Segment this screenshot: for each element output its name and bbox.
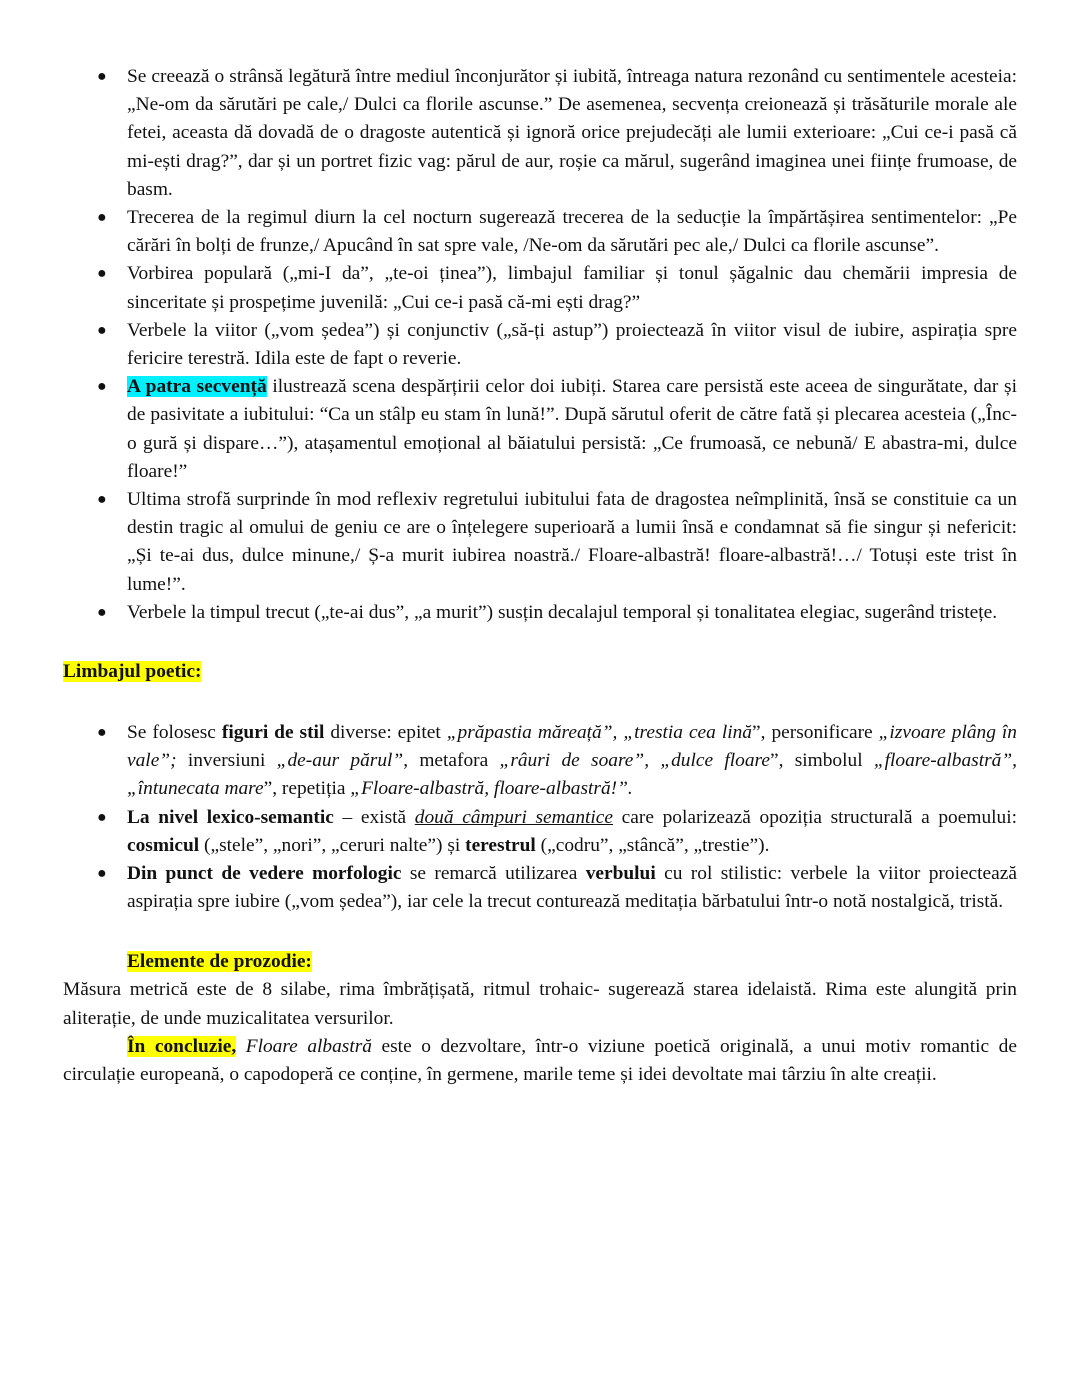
list-item: ● A patra secvență ilustrează scena despărțirii celor doi iubiți. Starea care persistă este aceea de singurătate, dar și de pasivitate a iubitului: “Ca un stâlp eu stam în lună!”. După sărutul oferit de către fată și plecarea acesteia („Înc-o gură și dispare…”), atașamentul emoțional al băiatului persistă: „Ce frumoasă, ce nebună/ E abastra-mi, dulce floare!” — [63, 373, 1017, 486]
bullet-icon: ● — [97, 68, 107, 85]
list-item: ● Ultima strofă surprinde în mod reflexiv regretului iubitului fata de dragostea neîmplinită, însă se constituie ca un destin tragic al omului de geniu ce are o înțelegere superioară a lumii însă e condamnat să fie singur și nefericit: „Și te-ai dus, dulce minune,/ Ș-a murit iubirea noastră./ Floare-albastră! floare-albastră!…/ Totuși este trist în lume!”. — [63, 486, 1017, 599]
section-heading-limbajul: Limbajul poetic: — [63, 661, 202, 683]
prozodie-paragraph: Măsura metrică este de 8 silabe, rima îmbrățișată, ritmul trohaic- sugerează starea idelaistă. Rima este alungită prin aliterație, de unde muzicalitatea versurilor. — [63, 979, 1017, 1029]
list-item: ● Din punct de vedere morfologic se remarcă utilizarea verbului cu rol stilistic: verbele la viitor proiectează aspirația spre iubire („vom ședea”), iar cele la trecut conturează meditația bărbatului într-o notă nostalgică, tristă. — [63, 860, 1017, 916]
bullet-icon: ● — [97, 378, 107, 396]
bullet-icon: ● — [97, 321, 107, 339]
bullet-icon: ● — [97, 603, 107, 621]
highlighted-term: A patra secvență — [127, 376, 267, 398]
list-item: ● Se creează o strânsă legătură între mediul înconjurător și iubită, întreaga natura rezonând cu sentimentele acesteia: „Ne-om da sărutări pe cale,/ Dulci ca florile ascunse.” De asemenea, secvența creionează și trăsăturile morale ale fetei, aceasta dă dovadă de o dragoste autentică și ignoră orice prejudecăți ale lumii exterioare: „Cui ce-i pasă că mi-ești drag?”, dar și un portret fizic vag: părul de aur, roșie ca mărul, sugerând imaginea unei ființe frumoase, de basm. — [63, 63, 1017, 204]
list-item: ● Se folosesc figuri de stil diverse: epitet „prăpastia măreață”, „trestia cea lină”, personificare „izvoare plâng în vale”; inversiuni „de-aur părul”, metafora „râuri de soare”, „dulce floare”, simbolul „floare-albastră”, „întunecata mare”, repetiția „Floare-albastră, floare-albastră!”. — [63, 719, 1017, 804]
concluzie-paragraph: În concluzie, Floare albastră este o dezvoltare, într-o viziune poetică originală, a unui motiv romantic de circulație europeană, o capodoperă ce conține, în germene, marile teme și idei devoltate mai târziu în alte creații. — [63, 1035, 1017, 1086]
list-item: ● Verbele la timpul trecut („te-ai dus”, „a murit”) susțin decalajul temporal și tonalitatea elegiac, sugerând tristețe. — [63, 599, 1017, 627]
bullet-icon: ● — [97, 724, 107, 742]
list-item: ● Verbele la viitor („vom ședea”) și conjunctiv („să-ți astup”) proiectează în viitor visul de iubire, aspirația spre fericire terestră. Idila este de fapt o reverie. — [63, 317, 1017, 373]
bullet-icon: ● — [97, 808, 107, 826]
document-page — [63, 63, 1017, 1089]
bullet-icon: ● — [97, 491, 107, 509]
list-item: ● Trecerea de la regimul diurn la cel nocturn sugerează trecerea de la seducție la împărtășirea sentimentelor: „Pe cărări în bolți de frunze,/ Apucând în sat spre vale, /Ne-om da sărutări pec ale,/ Dulci ca florile ascunse”. — [63, 204, 1017, 260]
list-item: ● Vorbirea populară („mi-I da”, „te-oi ținea”), limbajul familiar și tonul șăgalnic dau chemării impresia de sinceritate și prospețime juvenilă: „Cui ce-i pasă că-mi ești drag?” — [63, 260, 1017, 316]
analysis-bullet-list — [63, 63, 1017, 627]
limbajul-bullet-list — [63, 719, 1017, 916]
list-item: ● La nivel lexico-semantic – există două câmpuri semantice care polarizează opoziția structurală a poemului: cosmicul („stele”, „nori”, „ceruri nalte”) și terestrul („codru”, „stâncă”, „trestie”). — [63, 804, 1017, 860]
bullet-icon: ● — [97, 209, 107, 227]
bullet-icon: ● — [97, 265, 107, 283]
bullet-icon: ● — [97, 865, 107, 883]
section-heading-prozodie: Elemente de prozodie: — [127, 951, 312, 973]
